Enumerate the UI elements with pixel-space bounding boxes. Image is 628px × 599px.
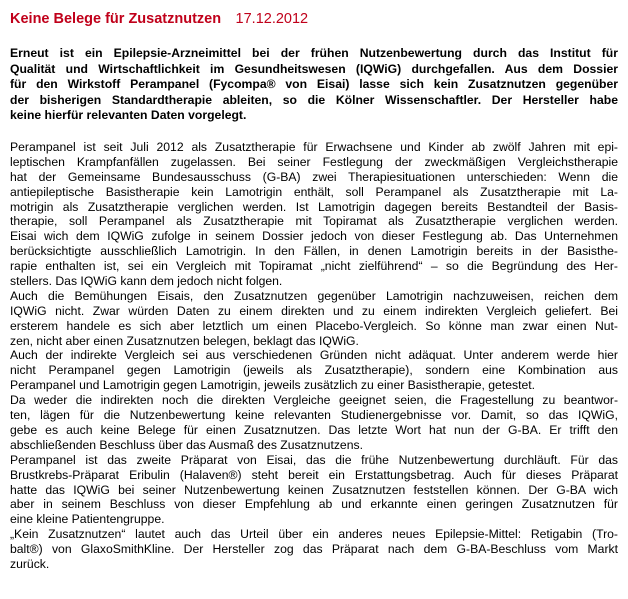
body-line: Perampanel ist das zweite Präparat von Eisai, das die frühe Nutzenbewertung durchläuft. Für das: [10, 452, 618, 467]
body-line: Eisai wich dem IQWiG zufolge in seinem Dossier jedoch von dieser Festlegung ab. Das Unternehmen: [10, 229, 618, 244]
body-line: abschließenden Beschluss über das Ausmaß des Zusatznutzens.: [10, 437, 363, 452]
body-line: balt®) von GlaxoSmithKline. Der Hersteller zog das Präparat nach dem G-BA-Beschluss vom Markt: [10, 542, 618, 557]
body-text: [10, 140, 618, 572]
lead-line: der bisherigen Standardtherapie ableiten, so die Kölner Wissenschaftler. Der Hersteller habe: [10, 92, 618, 107]
body-line: ersterem handele es sich aber letztlich um einen Placebo-Vergleich. So könne man zwar einen Nut-: [10, 318, 618, 333]
body-line: zurück.: [10, 556, 50, 571]
body-line: hatte das IQWiG bei seiner Nutzenbewertung keinen Zusatznutzen feststellen können. Der G-BA wich: [10, 482, 618, 497]
lead-line: für den Wirkstoff Perampanel (Fycompa® von Eisai) lasse sich kein Zusatznutzen gegenüber: [10, 77, 618, 92]
body-line: rapie enthalten ist, sei ein Vergleich mit Topiramat „nicht zielführend“ – so die Begründung des Her-: [10, 259, 618, 274]
body-line: Da weder die indirekten noch die direkten Vergleiche geeignet seien, die Fragestellung zu beantwor-: [10, 393, 618, 408]
body-line: Perampanel und Lamotrigin gegen Lamotrigin, jeweils zusätzlich zu einer Basistherapie, getestet.: [10, 378, 536, 393]
body-line: antiepileptische Basistherapie kein Lamotrigin enthält, soll Perampanel als Zusatztherapie mit La-: [10, 184, 618, 199]
body-line: nicht Perampanel gegen Lamotrigin (jeweils als Zusatztherapie), sondern eine Kombination aus: [10, 363, 618, 378]
body-line: IQWiG nicht. Zwar würden Daten zu einem direkten und zu einem indirekten Vergleich geliefert. Bei: [10, 303, 618, 318]
lead-line: keine hierfür relevanten Daten vorgelegt.: [10, 108, 247, 123]
body-line: stellers. Das IQWiG kann dem jedoch nicht folgen.: [10, 273, 283, 288]
body-line: ten, lägen für die Nutzenbewertung keine relevanten Studienergebnisse vor. Damit, so das IQWiG,: [10, 408, 618, 423]
lead-paragraph: [10, 46, 618, 124]
body-line: berücksichtigte ausschließlich Lamotrigin. In den Fällen, in denen Lamotrigin bereits in der Basisthe-: [10, 244, 618, 259]
body-line: eine kleine Patientengruppe.: [10, 512, 165, 527]
lead-line: Qualität und Wirtschaftlichkeit im Gesundheitswesen (IQWiG) durchgefallen. Aus dem Dossier: [10, 61, 618, 76]
body-line: zen, nicht aber einen Zusatznutzen belegen, beklagt das IQWiG.: [10, 333, 359, 348]
headline-row: [10, 8, 618, 30]
body-line: Perampanel ist seit Juli 2012 als Zusatztherapie für Erwachsene und Kinder ab zwölf Jahren mit epi-: [10, 139, 618, 154]
body-line: motrigin als Zusatztherapie verglichen werden. Ist Lamotrigin dagegen bereits Bestandteil der Basis-: [10, 199, 618, 214]
lead-line: Erneut ist ein Epilepsie-Arzneimittel bei der frühen Nutzenbewertung durch das Institut für: [10, 46, 618, 60]
body-line: aber in seinem Beschluss von dieser Empfehlung ab und erkannte einen geringen Zusatznutzen für: [10, 497, 618, 512]
body-line: Brustkrebs-Präparat Eribulin (Halaven®) steht bereit ein Erstattungsbetrag. Auch für dieses Präparat: [10, 467, 618, 482]
body-line: therapie, soll Perampanel als Zusatztherapie mit Topiramat als Zusatztherapie verglichen werden.: [10, 214, 618, 229]
article-date: 17.12.2012: [235, 11, 309, 27]
body-line: Auch die Bemühungen Eisais, den Zusatznutzen gegenüber Lamotrigin nachzuweisen, reichen dem: [10, 288, 618, 303]
article-title: Keine Belege für Zusatznutzen: [10, 11, 222, 27]
body-line: leptischen Krampfanfällen zugelassen. Bei seiner Festlegung der zweckmäßigen Vergleichstherapie: [10, 154, 618, 169]
body-line: „Kein Zusatznutzen“ lautet auch das Urteil über ein anderes neues Epilepsie-Mittel: Retigabin (Tro-: [10, 527, 618, 542]
body-line: gebe es auch keine Belege für einen Zusatznutzen. Das letzte Wort hat nun der G-BA. Er trifft den: [10, 422, 618, 437]
body-line: Auch der indirekte Vergleich sei aus verschiedenen Gründen nicht adäquat. Unter anderem werde hier: [10, 348, 618, 363]
body-line: hat der Gemeinsame Bundesausschuss (G-BA) zwei Therapiesituationen unterschieden: Wenn die: [10, 169, 618, 184]
